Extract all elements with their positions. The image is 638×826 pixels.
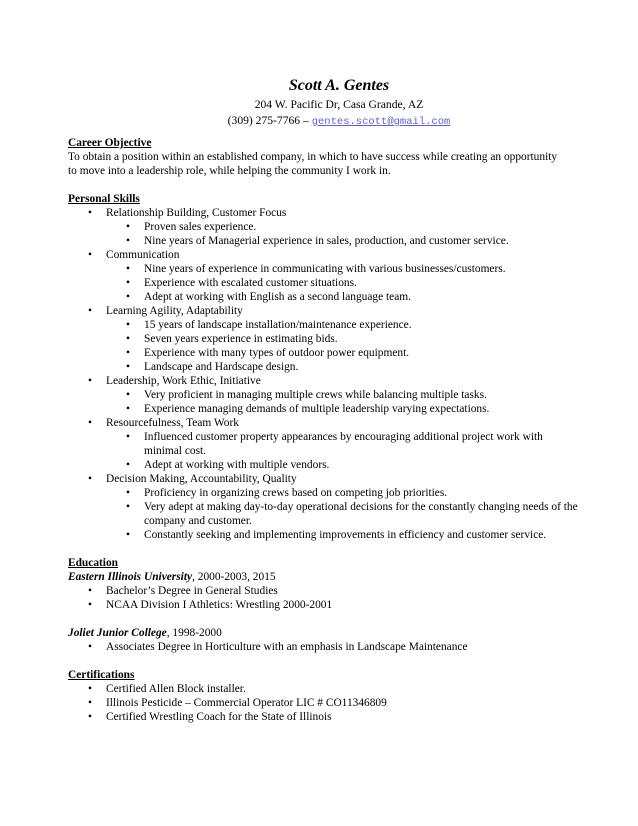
bullet-icon: • — [88, 641, 92, 653]
skill-group — [68, 304, 578, 374]
list-item-text: Proven sales experience. — [144, 221, 257, 233]
contact-separator: – — [300, 114, 312, 127]
school-dates: , 2000-2003, 2015 — [192, 571, 276, 583]
list-item — [106, 360, 578, 374]
skill-group — [68, 206, 578, 248]
list-item-text: Bachelor’s Degree in General Studies — [106, 585, 278, 597]
list-item-text: Experience managing demands of multiple leadership varying expectations. — [144, 403, 490, 415]
skill-items — [106, 486, 578, 542]
list-item-text: Certified Wrestling Coach for the State of Illinois — [106, 711, 332, 723]
list-item — [106, 290, 578, 304]
email-link[interactable]: gentes.scott@gmail.com — [311, 116, 451, 128]
education-title: Education — [68, 557, 119, 569]
list-item — [106, 220, 578, 234]
list-item-text: Illinois Pesticide – Commercial Operator LIC # CO11346809 — [106, 697, 387, 709]
list-item — [68, 640, 578, 654]
skill-group-label: Learning Agility, Adaptability — [106, 305, 243, 317]
bullet-icon: • — [126, 501, 130, 513]
contact-line — [40, 113, 638, 130]
list-item-text: Landscape and Hardscape design. — [144, 361, 299, 373]
skill-items — [106, 262, 578, 304]
bullet-icon: • — [126, 291, 130, 303]
skill-group — [68, 472, 578, 542]
list-item — [106, 500, 578, 528]
bullet-icon: • — [126, 459, 130, 471]
bullet-icon: • — [88, 697, 92, 709]
bullet-icon: • — [126, 529, 130, 541]
list-item — [106, 430, 578, 458]
skill-group-label: Relationship Building, Customer Focus — [106, 207, 287, 219]
list-item-text: Certified Allen Block installer. — [106, 683, 246, 695]
skill-group-label: Leadership, Work Ethic, Initiative — [106, 375, 261, 387]
bullet-icon: • — [88, 711, 92, 723]
objective-section — [68, 136, 578, 178]
bullet-icon: • — [88, 305, 92, 317]
bullet-icon: • — [126, 277, 130, 289]
bullet-icon: • — [126, 431, 130, 443]
skills-section — [68, 192, 578, 542]
school-dates: , 1998-2000 — [166, 627, 222, 639]
resume-header — [0, 76, 638, 130]
list-item — [68, 682, 578, 696]
spacer — [68, 612, 578, 626]
school-heading — [68, 626, 578, 640]
skill-group — [68, 416, 578, 472]
list-item — [106, 486, 578, 500]
list-item — [106, 402, 578, 416]
bullet-icon: • — [126, 319, 130, 331]
list-item — [106, 262, 578, 276]
certifications-section — [68, 668, 578, 724]
list-item — [106, 276, 578, 290]
list-item-text: Associates Degree in Horticulture with an emphasis in Landscape Maintenance — [106, 641, 468, 653]
education-section — [68, 556, 578, 654]
list-item-text: Experience with escalated customer situations. — [144, 277, 357, 289]
skill-group — [68, 374, 578, 416]
objective-line: To obtain a position within an established company, in which to have success while creating an opportunity — [68, 151, 558, 163]
skill-items — [106, 318, 578, 374]
school-name: Eastern Illinois University — [68, 571, 193, 583]
address: 204 W. Pacific Dr, Casa Grande, AZ — [254, 98, 424, 111]
skill-items — [106, 388, 578, 416]
bullet-icon: • — [88, 473, 92, 485]
list-item — [106, 528, 578, 542]
school-heading — [68, 570, 578, 584]
skill-group-label: Resourcefulness, Team Work — [106, 417, 239, 429]
bullet-icon: • — [88, 599, 92, 611]
list-item-text: Very adept at making day-to-day operational decisions for the constantly changing needs of the company and customer. — [144, 501, 578, 527]
list-item — [68, 696, 578, 710]
skill-items — [106, 430, 578, 472]
bullet-icon: • — [126, 333, 130, 345]
list-item-text: Nine years of Managerial experience in sales, production, and customer service. — [144, 235, 509, 247]
certification-items — [68, 682, 578, 724]
bullet-icon: • — [126, 487, 130, 499]
list-item — [106, 458, 578, 472]
list-item-text: Seven years experience in estimating bids. — [144, 333, 338, 345]
bullet-icon: • — [88, 249, 92, 261]
bullet-icon: • — [126, 221, 130, 233]
bullet-icon: • — [88, 375, 92, 387]
list-item — [68, 598, 578, 612]
resume-body — [68, 136, 578, 738]
skill-group — [68, 248, 578, 304]
list-item-text: Constantly seeking and implementing improvements in efficiency and customer service. — [144, 529, 547, 541]
certifications-title: Certifications — [68, 669, 135, 681]
list-item-text: NCAA Division I Athletics: Wrestling 2000-2001 — [106, 599, 333, 611]
bullet-icon: • — [126, 361, 130, 373]
skill-group-label: Communication — [106, 249, 180, 261]
school-items — [68, 584, 578, 612]
list-item — [106, 346, 578, 360]
bullet-icon: • — [126, 403, 130, 415]
bullet-icon: • — [88, 683, 92, 695]
bullet-icon: • — [126, 263, 130, 275]
list-item — [68, 584, 578, 598]
school-name: Joliet Junior College — [68, 627, 167, 639]
list-item — [106, 388, 578, 402]
list-item-text: Adept at working with multiple vendors. — [144, 459, 330, 471]
list-item-text: Adept at working with English as a second language team. — [144, 291, 411, 303]
list-item-text: Very proficient in managing multiple crews while balancing multiple tasks. — [144, 389, 487, 401]
list-item — [106, 234, 578, 248]
skill-group-label: Decision Making, Accountability, Quality — [106, 473, 297, 485]
bullet-icon: • — [126, 389, 130, 401]
bullet-icon: • — [126, 347, 130, 359]
list-item — [68, 710, 578, 724]
candidate-name: Scott A. Gentes — [288, 77, 390, 94]
phone: (309) 275-7766 — [227, 114, 301, 127]
bullet-icon: • — [88, 207, 92, 219]
bullet-icon: • — [88, 417, 92, 429]
list-item-text: Experience with many types of outdoor power equipment. — [144, 347, 410, 359]
objective-line: to move into a leadership role, while helping the community I work in. — [68, 165, 391, 177]
skills-title: Personal Skills — [68, 193, 140, 205]
list-item-text: Influenced customer property appearances by encouraging additional project work with minimal cost. — [144, 431, 543, 457]
list-item-text: 15 years of landscape installation/maintenance experience. — [144, 319, 412, 331]
list-item-text: Nine years of experience in communicating with various businesses/customers. — [144, 263, 506, 275]
skills-list — [68, 206, 578, 542]
list-item — [106, 332, 578, 346]
bullet-icon: • — [88, 585, 92, 597]
bullet-icon: • — [126, 235, 130, 247]
skill-items — [106, 220, 578, 248]
objective-title: Career Objective — [68, 137, 152, 149]
list-item — [106, 318, 578, 332]
list-item-text: Proficiency in organizing crews based on competing job priorities. — [144, 487, 448, 499]
school-items — [68, 640, 578, 654]
